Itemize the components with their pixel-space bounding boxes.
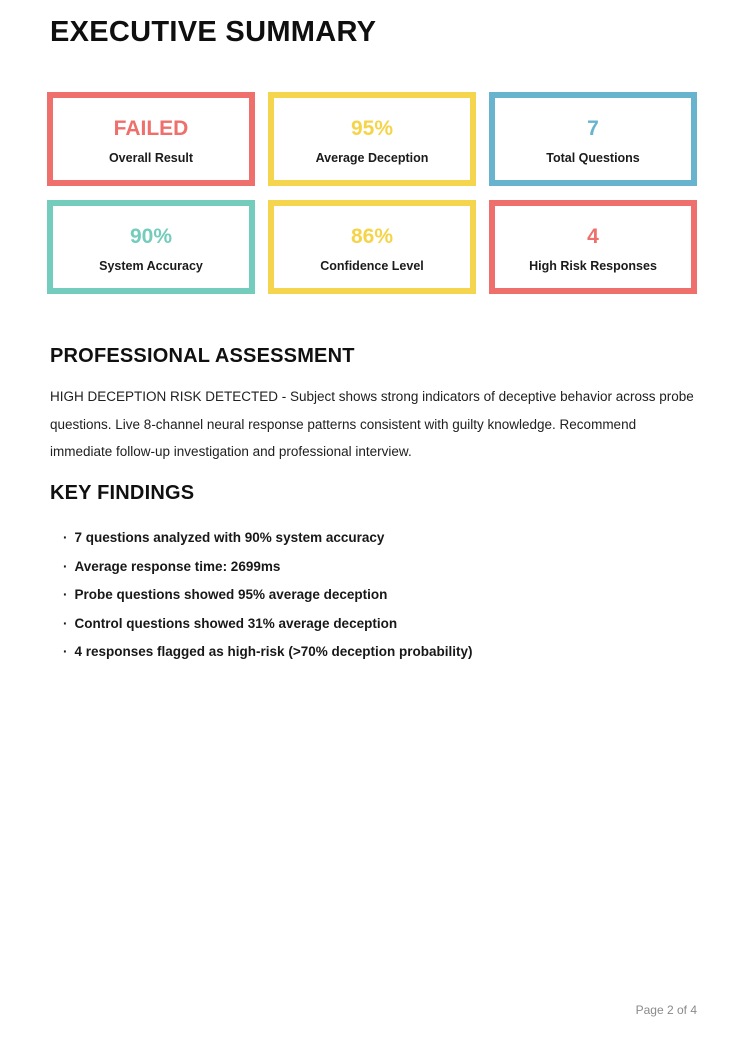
stat-label: Confidence Level [320,258,424,273]
findings-heading: KEY FINDINGS [50,482,195,504]
page-title: EXECUTIVE SUMMARY [50,16,377,48]
stat-card-average-deception [268,92,476,186]
finding-text: Probe questions showed 95% average deception [74,587,388,602]
stat-card-high-risk-responses [489,200,697,294]
stat-label: Total Questions [546,150,640,165]
stat-label: Overall Result [108,150,194,165]
stat-value: 4 [587,224,599,248]
finding-text: 7 questions analyzed with 90% system accuracy [74,530,385,545]
assessment-heading: PROFESSIONAL ASSESSMENT [50,345,355,367]
bullet-icon: · [63,615,68,631]
stat-card-overall-result [47,92,255,186]
stat-value: 7 [587,116,599,140]
assessment-body-text: HIGH DECEPTION RISK DETECTED - Subject shows strong indicators of deceptive behavior across probe questions. Live 8-channel neural response patterns consistent with guilty knowledge. Recommend immediate follow-up investigation and professional interview. [50,389,694,459]
bullet-icon: · [63,530,68,545]
stat-label: Average Deception [315,150,429,165]
stat-card-confidence-level [268,200,476,294]
stat-value: 86% [350,224,394,248]
finding-item [63,638,700,667]
bullet-icon: · [63,587,68,602]
finding-text: Average response time: 2699ms [74,558,281,574]
finding-text: Control questions showed 31% average deception [74,615,398,631]
stat-label: System Accuracy [99,258,203,273]
stat-card-grid [47,92,697,294]
bullet-icon: · [63,644,68,659]
stat-label: High Risk Responses [529,258,657,273]
bullet-icon: · [63,558,68,574]
page-number: Page 2 of 4 [635,1003,697,1017]
stat-value: FAILED [113,116,189,140]
stat-value: 90% [129,224,173,248]
findings-list [50,524,700,667]
finding-item [63,581,700,610]
section-professional-assessment [50,345,700,466]
finding-item [63,524,700,553]
section-key-findings [50,482,700,667]
stat-value: 95% [350,116,394,140]
finding-text: 4 responses flagged as high-risk (>70% deception probability) [74,644,473,659]
finding-item [63,610,700,639]
finding-item [63,553,700,582]
stat-card-system-accuracy [47,200,255,294]
stat-card-total-questions [489,92,697,186]
